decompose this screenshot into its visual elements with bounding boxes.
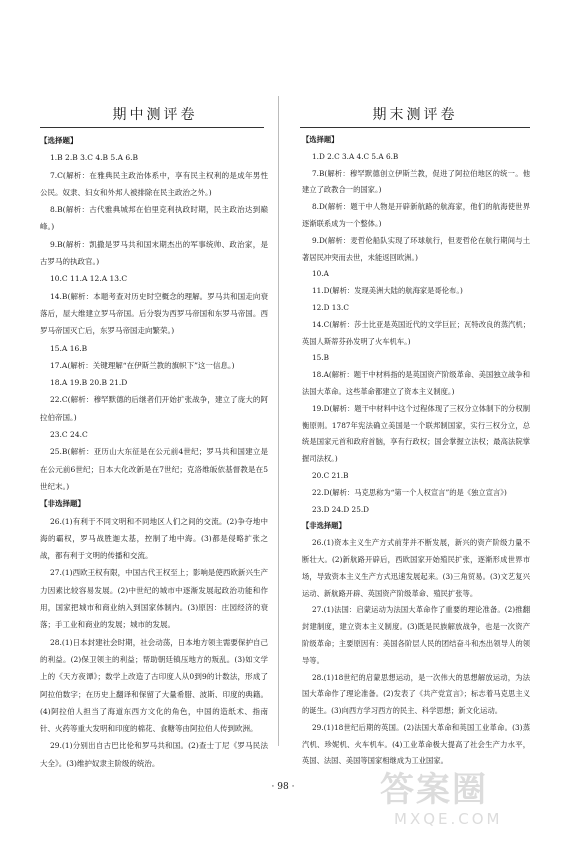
answer-line: 15.B [312,353,329,363]
answer-line: 28.(1)日本封建社会时期，社会动荡，日本地方领主需要保护自己的利益。(2)保卫领主的利益；帮助朝廷镇压地方的叛乱。(3)如文学上的《天方夜谭》；数学上改造了古印度人从0到9的计数法，形成了阿拉伯数字；在历史上翻译和保留了大量希腊、波斯、印度的典籍。(4)阿拉伯人担当了海道东西方文化的角色，中国的造纸术、指南针、火药等重大发明和印度的棉花、食糖等由阿拉伯人传到欧洲。 [40,637,268,734]
answer-line: 12.D 13.C [312,302,349,312]
answer-line: 19.D(解析：题干中材料中这个过程体现了三权分立体制下的分权制衡原则。1787年宪法确立美国是一个联邦制国家，实行三权分立，总统是国家元首和政府首脑，享有行政权；国会掌握立法权；最高法院掌握司法权。) [302,403,530,464]
answer-line: 17.A(解析：关键理解“在伊斯兰教的旗帜下”这一信息。) [50,360,235,370]
right-title-rule [300,127,530,128]
answer-line: 23.D 24.D 25.D [312,504,370,514]
answer-line: 9.B(解析：凯撒是罗马共和国末期杰出的军事统帅、政治家，是古罗马的执政官。) [40,239,268,267]
answer-line: 22.C(解析：穆罕默德的后继者们开始扩张战争，建立了庞大的阿拉伯帝国。) [40,395,268,422]
answer-line: 18.A 19.B 20.B 21.D [50,378,128,388]
answer-line: 8.D(解析：题干中人物是开辟新航路的航海家，他们的航海使世界逐渐联系成为一个整体。) [302,202,530,228]
answer-line: 28.(1)18世纪的启蒙思想运动，是一次伟大的思想解放运动，为法国大革命作了理论准备。(2)发表了《共产党宣言》；标志着马克思主义的诞生。(3)向西方学习西方的民主、科学思想；新文化运动。 [302,672,530,716]
final-answers [302,132,530,770]
answer-line: 8.B(解析：古代雅典城邦在伯里克利执政时期，民主政治达到巅峰。) [40,205,268,232]
answer-line: 14.B(解析：本题考查对历史时空概念的理解。罗马共和国走向衰落后，屋大维建立罗马帝国。后分裂为西罗马帝国和东罗马帝国。西罗马帝国灭亡后，东罗马帝国走向繁荣。) [40,291,268,336]
left-title-rule [40,127,264,128]
answer-line: 29.(1)18世纪后期的英国。(2)法国大革命和英国工业革命。(3)蒸汽机、珍妮机、火车机车。(4)工业革命极大提高了社会生产力水平，英国、法国、美国等国家相继成为工业国家。 [302,722,530,766]
choice-section-heading: 【选择题】 [40,136,78,145]
answer-line: 29.(1)分别出自古巴比伦和罗马共和国。(2)查士丁尼《罗马民法大全》。(3)维护奴隶主阶级的统治。 [40,741,268,768]
answer-line: 25.B(解析：亚历山大东征是在公元前4世纪；罗马共和国建立是在公元前6世纪；日本大化改新是在7世纪；克洛维皈依基督教是在5世纪末。) [40,447,268,491]
answer-line: 9.D(解析：麦哲伦船队实现了环球航行，但麦哲伦在航行期间与土著居民冲突而去世，未能返回欧洲。) [302,235,530,262]
answer-line: 26.(1)有利于不同文明和不同地区人们之间的交流。(2)争夺地中海的霸权，罗马战胜迦太基，控制了地中海。(3)都是侵略扩张之战，都有利于文明的传播和交流。 [40,516,268,561]
answer-line: 15.A 16.B [50,343,88,353]
answer-line: 18.A(解析：题干中材料指的是英国资产阶级革命、美国独立战争和法国大革命。这些革命都建立了资本主义制度。) [302,370,530,396]
midterm-title: 期中测评卷 [112,107,198,123]
choice-section-heading: 【选择题】 [302,135,339,144]
answer-line: 27.(1)西欧王权有限，中国古代王权至上；影响是使西欧新兴生产力因素比较容易发展。(2)中世纪的城市中逐渐发展起政治功能和作用，国家把城市和商业纳入到国家体制内。(3)原因：庄园经济的衰落；手工业和商业的发展；城市的发展。 [40,568,268,630]
midterm-answers [40,132,268,772]
answer-line: 7.C(解析：在雅典民主政治体系中，享有民主权利的是成年男性公民。奴隶、妇女和外邦人被排除在民主政治之外。) [40,170,268,197]
column-divider [278,96,279,746]
nonchoice-section-heading: 【非选择题】 [40,499,85,509]
watermark-url: MXQE.COM [394,810,503,828]
answer-line: 11.D(解析：发现美洲大陆的航海家是哥伦布。) [312,286,463,296]
watermark-logo [380,770,560,830]
answer-line: 23.C 24.C [50,430,88,440]
answer-line: 22.D(解析：马克思称为“第一个人权宣言”的是《独立宣言》) [312,487,507,497]
answer-line: 14.C(解析：莎士比亚是英国近代的文学巨匠；瓦特改良的蒸汽机；英国人斯蒂芬孙发明了火车机车。) [302,319,530,346]
answer-line: 7.B(解析：穆罕默德创立伊斯兰教，促进了阿拉伯地区的统一。他建立了政教合一的国家。) [302,168,530,195]
answer-line: 27.(1)法国：启蒙运动为法国大革命作了重要的理论准备。(2)推翻封建制度，建立资本主义制度。(3)既是民族解放战争，也是一次资产阶级革命；主要原因有：美国各阶层人民的团结奋斗和杰出领导人的领导等。 [302,605,530,665]
answer-line: 20.C 21.B [312,470,349,480]
answer-line: 1.B 2.B 3.C 4.B 5.A 6.B [50,153,139,163]
nonchoice-section-heading: 【非选择题】 [302,521,346,531]
watermark-text: 答案圈 [380,770,488,810]
page-number: · 98 · [271,782,295,792]
answer-line: 26.(1)资本主义生产方式前芽并不断发展，新兴的资产阶级力量不断壮大。(2)新航路开辟后，西欧国家开始殖民扩张，逐渐形成世界市场，导致资本主义生产方式迅速发展起来。(3)三角贸易。(3)文艺复兴运动、新航路开辟、英国资产阶级革命、殖民扩张等。 [302,538,530,598]
answer-line: 1.D 2.C 3.A 4.C 5.A 6.B [312,151,399,161]
answer-line: 10.C 11.A 12.A 13.C [50,274,128,284]
final-title: 期末测评卷 [372,107,458,123]
answer-line: 10.A [312,269,329,279]
